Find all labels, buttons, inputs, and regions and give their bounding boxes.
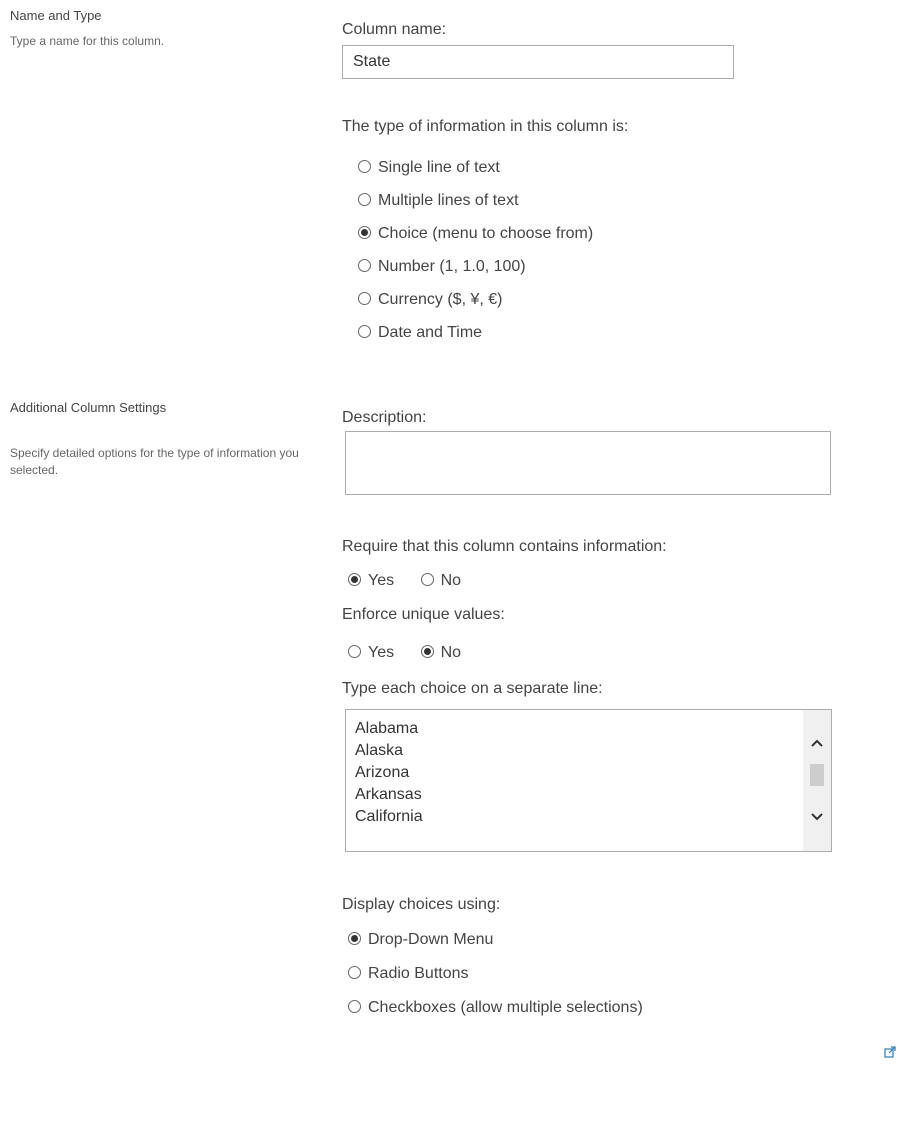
require-label: Require that this column contains information: (342, 538, 667, 555)
radio-selected-icon[interactable] (348, 932, 361, 945)
display-radio-group (348, 929, 643, 1019)
external-link-icon[interactable] (884, 1046, 896, 1058)
type-option-label: Choice (menu to choose from) (378, 225, 594, 242)
choices-textarea[interactable] (345, 709, 832, 852)
type-option-label: Multiple lines of text (378, 192, 519, 209)
display-label: Display choices using: (342, 896, 501, 913)
require-yes-label: Yes (368, 572, 395, 589)
section-title-additional-settings: Additional Column Settings (10, 400, 167, 415)
type-radio-group (358, 157, 593, 344)
radio-icon[interactable] (421, 573, 434, 586)
choice-line: California (355, 808, 423, 825)
description-label: Description: (342, 409, 427, 426)
radio-icon[interactable] (358, 325, 371, 338)
type-option-label: Number (1, 1.0, 100) (378, 258, 526, 275)
section-desc-name-and-type: Type a name for this column. (10, 34, 165, 48)
display-option-label: Drop-Down Menu (368, 931, 494, 948)
scrollbar-thumb[interactable] (810, 764, 824, 786)
radio-selected-icon[interactable] (358, 226, 371, 239)
unique-label: Enforce unique values: (342, 606, 505, 623)
require-no-label: No (440, 572, 462, 589)
radio-selected-icon[interactable] (348, 573, 361, 586)
choices-lines (346, 710, 831, 828)
radio-icon[interactable] (358, 259, 371, 272)
choice-line: Alaska (355, 742, 404, 759)
radio-icon[interactable] (358, 193, 371, 206)
display-option-checkboxes[interactable] (348, 997, 643, 1019)
radio-icon[interactable] (348, 645, 361, 658)
choice-line: Arizona (355, 764, 410, 781)
unique-yes-label: Yes (368, 644, 395, 661)
type-info-label: The type of information in this column is: (342, 118, 629, 135)
require-no-option[interactable] (421, 572, 461, 589)
section-title-name-and-type: Name and Type (10, 8, 102, 23)
choices-label: Type each choice on a separate line: (342, 680, 603, 697)
section-desc-additional-settings: Specify detailed options for the type of information you selected. (10, 446, 299, 477)
display-option-radio-buttons[interactable] (348, 963, 643, 985)
display-option-dropdown[interactable] (348, 929, 643, 951)
chevron-up-icon[interactable] (811, 738, 823, 748)
display-option-label: Checkboxes (allow multiple selections) (368, 999, 643, 1016)
display-option-label: Radio Buttons (368, 965, 469, 982)
require-yes-option[interactable] (348, 572, 394, 589)
unique-yes-option[interactable] (348, 644, 394, 661)
type-option-date-time[interactable] (358, 322, 593, 344)
description-textarea[interactable] (345, 431, 831, 495)
type-option-label: Date and Time (378, 324, 483, 341)
radio-icon[interactable] (348, 1000, 361, 1013)
radio-icon[interactable] (358, 160, 371, 173)
type-option-label: Single line of text (378, 159, 500, 176)
unique-no-option[interactable] (421, 644, 461, 661)
choice-line: Alabama (355, 720, 419, 737)
radio-icon[interactable] (358, 292, 371, 305)
type-option-number[interactable] (358, 256, 593, 278)
type-option-choice[interactable] (358, 223, 593, 245)
radio-selected-icon[interactable] (421, 645, 434, 658)
require-radio-group (348, 570, 461, 592)
column-name-input[interactable] (342, 45, 734, 79)
radio-icon[interactable] (348, 966, 361, 979)
type-option-label: Currency ($, ¥, €) (378, 291, 503, 308)
chevron-down-icon[interactable] (811, 812, 823, 822)
choice-line: Arkansas (355, 786, 422, 803)
unique-no-label: No (440, 644, 462, 661)
type-option-currency[interactable] (358, 289, 593, 311)
unique-radio-group (348, 642, 461, 664)
choices-scrollbar[interactable] (803, 710, 831, 851)
column-name-label: Column name: (342, 21, 447, 38)
type-option-single-line[interactable] (358, 157, 593, 179)
type-option-multiple-lines[interactable] (358, 190, 593, 212)
